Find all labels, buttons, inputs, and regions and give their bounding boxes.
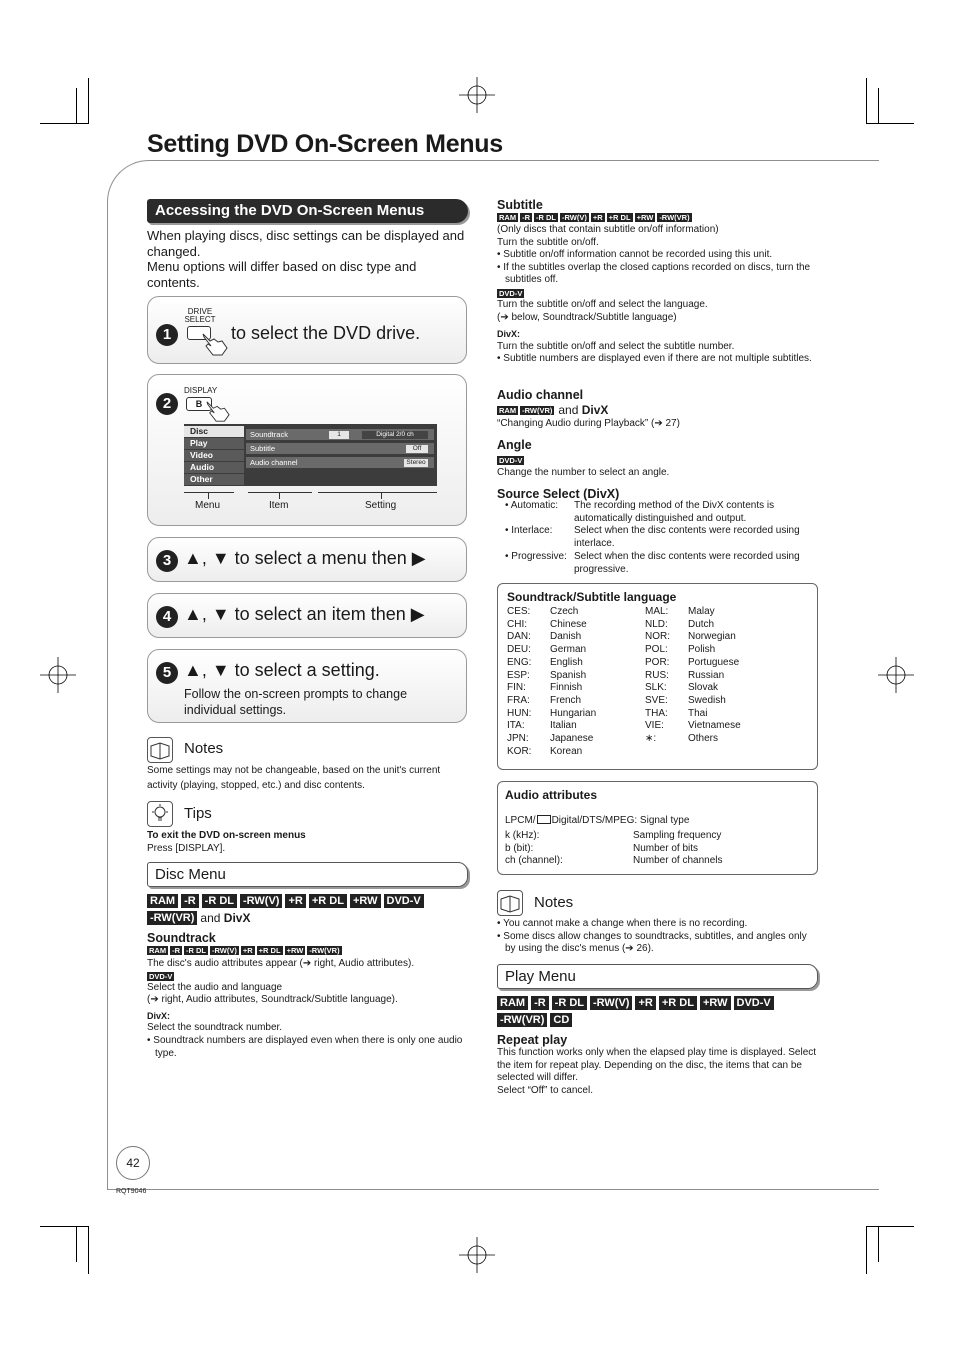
tag-r: -R [522, 213, 531, 222]
language-names-left [550, 606, 596, 758]
language-right-name: Dutch [688, 618, 715, 630]
tag-dvdv: DVD-V [384, 894, 424, 908]
tag-dvdv: DVD-V [149, 971, 173, 981]
step-number: 1 [156, 324, 178, 346]
tag-plus-rdl: +R DL [258, 946, 281, 955]
language-codes-left [507, 606, 531, 758]
tag-ram: RAM [497, 996, 528, 1010]
language-left-code: ENG: [507, 656, 532, 668]
notes-heading: Notes [184, 740, 224, 757]
language-right-name: Swedish [688, 694, 726, 706]
source-label-progressive: • Progressive: [505, 551, 567, 562]
osd-soundtrack-audio: Digital 2/0 ch [362, 431, 428, 439]
step-1-text: to select the DVD drive. [231, 323, 421, 343]
step-1 [147, 296, 467, 364]
tips-heading: Tips [184, 805, 212, 822]
tag-rwv: -RW(V) [240, 894, 282, 908]
language-right-code: POR: [645, 656, 670, 668]
pressing-hand-icon [203, 399, 233, 423]
attr-value-khz: Sampling frequency [633, 830, 722, 841]
notes-right-bullet-1: • You cannot make a change when there is no recording. [497, 918, 748, 929]
tag-plus-rw: +RW [286, 946, 304, 955]
notes-right-body [497, 918, 817, 956]
step-4-text: ▲, ▼ to select an item then ▶ [184, 604, 425, 624]
tag-plus-r: +R [592, 213, 603, 222]
registration-mark-icon [878, 657, 914, 693]
audio-attributes-title: Audio attributes [505, 788, 597, 802]
disc-menu-heading: Disc Menu [147, 862, 468, 887]
tag-plus-rdl: +R DL [309, 894, 347, 908]
language-title: Soundtrack/Subtitle language [507, 590, 677, 604]
repeat-play-text-1: This function works only when the elapsed play time is displayed. Select the item for repeat play. Depending on the disc, the items that can be selected will differ. [497, 1047, 817, 1084]
subtitle-divx-label: DivX: [497, 329, 521, 340]
osd-menu-audio[interactable]: Audio [184, 462, 244, 473]
intro-line-1: When playing discs, disc settings can be displayed and changed. [147, 228, 465, 259]
language-left-name: French [550, 694, 582, 706]
soundtrack-text-4: Select the soundtrack number. [147, 1022, 283, 1034]
language-right-code: POL: [645, 644, 668, 656]
language-left-code: HUN: [507, 707, 532, 719]
source-text-interlace: Select when the disc contents were recorded using interlace. [574, 525, 800, 549]
registration-mark-icon [40, 657, 76, 693]
language-left-code: KOR: [507, 745, 532, 757]
subtitle-body [497, 224, 815, 366]
angle-tags [497, 456, 524, 465]
repeat-play-body [497, 1047, 817, 1097]
language-left-code: DAN: [507, 631, 531, 643]
tag-rwv: -RW(V) [562, 213, 587, 222]
step-5-text: ▲, ▼ to select a setting. [184, 660, 380, 680]
language-left-name: Czech [550, 606, 579, 617]
language-left-code: FRA: [507, 694, 530, 706]
osd-bracket [184, 492, 234, 493]
language-codes-right [645, 606, 670, 746]
soundtrack-text-2: Select the audio and language [147, 981, 283, 993]
language-left-code: ESP: [507, 669, 530, 681]
language-left-name: Korean [550, 745, 583, 757]
osd-item-soundtrack: Soundtrack [250, 430, 288, 439]
tag-rwvr: -RW(VR) [659, 213, 690, 222]
crop-mark [40, 123, 88, 124]
osd-menu-video[interactable]: Video [184, 450, 244, 461]
step-number: 4 [156, 606, 178, 628]
osd-menu-disc[interactable]: Disc [184, 426, 244, 437]
display-button[interactable]: B [186, 397, 212, 411]
crop-mark [88, 1226, 89, 1274]
source-label-interlace: • Interlace: [505, 525, 553, 536]
tag-r: -R [172, 946, 181, 955]
and-word: and [200, 911, 221, 925]
notes-right-bullet-2: • Some discs allow changes to soundtracks, subtitles, and angles only by using the disc's menus (➔ 26). [497, 930, 807, 955]
angle-text: Change the number to select an angle. [497, 467, 670, 478]
soundtrack-body [147, 958, 467, 1060]
crop-mark [40, 1226, 88, 1227]
osd-bracket [208, 492, 209, 499]
language-right-name: Portuguese [688, 656, 740, 668]
audio-channel-text: “Changing Audio during Playback” (➔ 27) [497, 418, 680, 429]
attr-label-ch: ch (channel): [505, 855, 563, 866]
language-right-code: RUS: [645, 669, 669, 681]
subtitle-text-4: (➔ below, Soundtrack/Subtitle language) [497, 311, 677, 323]
divx-word: DivX [223, 911, 251, 925]
language-left-code: JPN: [507, 733, 529, 745]
osd-bracket [248, 492, 312, 493]
subtitle-text-1: (Only discs that contain subtitle on/off information) [497, 224, 719, 235]
and-word: and [558, 403, 579, 417]
tag-dvdv: DVD-V [499, 288, 523, 298]
tag-plus-r: +R [635, 996, 655, 1010]
lpcm-suffix: Digital/DTS/MPEG: [551, 815, 638, 826]
soundtrack-dvdv-tags [147, 972, 467, 981]
notes-right-heading: Notes [534, 894, 574, 911]
language-right-code: THA: [645, 707, 668, 719]
tag-ram: RAM [149, 946, 167, 955]
crop-mark [866, 1226, 914, 1227]
language-right-code: NLD: [645, 618, 668, 630]
subtitle-tags [497, 213, 692, 222]
soundtrack-text-1: The disc's audio attributes appear (➔ right, Audio attributes). [147, 958, 415, 969]
subtitle-text-5: Turn the subtitle on/off and select the subtitle number. [497, 340, 735, 352]
divx-word: DivX [581, 403, 609, 417]
soundtrack-text-3: (➔ right, Audio attributes, Soundtrack/Subtitle language). [147, 994, 398, 1006]
osd-bracket [381, 492, 382, 499]
notes-icon [497, 890, 523, 916]
drive-label: DRIVE [187, 307, 213, 316]
model-code: RQT9046 [116, 1188, 147, 1195]
tag-plus-r: +R [242, 946, 253, 955]
tag-rwvr: -RW(VR) [309, 946, 340, 955]
tips-text: Press [DISPLAY]. [147, 843, 226, 854]
soundtrack-bullet-1: • Soundtrack numbers are displayed even when there is only one audio type. [147, 1034, 463, 1059]
source-label-automatic: • Automatic: [505, 500, 558, 511]
lpcm-value: Signal type [639, 815, 690, 826]
tag-plus-rw: +RW [350, 894, 381, 908]
language-right-name: Norwegian [688, 631, 736, 643]
language-left-code: FIN: [507, 682, 526, 694]
tag-ram: RAM [147, 894, 178, 908]
tag-plus-rdl: +R DL [608, 213, 631, 222]
language-right-name: Polish [688, 644, 716, 656]
language-right-code: VIE: [645, 720, 664, 732]
language-right-code: NOR: [645, 631, 670, 643]
lpcm-prefix: LPCM/ [505, 815, 536, 826]
step-3-text: ▲, ▼ to select a menu then ▶ [184, 548, 426, 568]
registration-mark-icon [459, 1237, 495, 1273]
tag-plus-rdl: +R DL [659, 996, 697, 1010]
subtitle-dvdv-tags [497, 289, 815, 298]
step-number: 2 [156, 393, 178, 415]
osd-item-subtitle: Subtitle [250, 444, 276, 453]
lpcm-row [505, 815, 689, 828]
select-label: SELECT [184, 315, 216, 324]
language-left-code: ITA: [507, 720, 525, 732]
language-left-name: German [550, 644, 587, 656]
crop-mark [76, 1226, 77, 1262]
intro-line-2: Menu options will differ based on disc type and contents. [147, 259, 417, 290]
audio-attributes-box [497, 781, 818, 875]
tag-rwv: -RW(V) [590, 996, 632, 1010]
tag-rdl: -R DL [552, 996, 587, 1010]
osd-audio-channel-value: Stereo [404, 459, 428, 467]
language-right-code: SVE: [645, 694, 668, 706]
repeat-play-text-2: Select “Off” to cancel. [497, 1084, 593, 1096]
tag-ram: RAM [499, 405, 517, 415]
subtitle-title: Subtitle [497, 198, 543, 212]
osd-bracket [318, 492, 437, 493]
language-right-name: Slovak [688, 682, 719, 694]
attr-label-bit: b (bit): [505, 843, 534, 854]
tag-plus-rw: +RW [700, 996, 731, 1010]
attr-value-ch: Number of channels [633, 855, 723, 866]
pressing-hand-icon [200, 331, 230, 357]
tag-rdl: -R DL [186, 946, 207, 955]
tag-r: -R [181, 894, 199, 908]
osd-label-setting: Setting [365, 500, 397, 511]
step-2 [147, 374, 467, 526]
crop-mark [866, 123, 914, 124]
language-right-code: SLK: [645, 682, 667, 694]
step-5 [147, 649, 467, 723]
osd-bracket [279, 492, 280, 499]
tag-plus-rw: +RW [636, 213, 654, 222]
tag-r: -R [531, 996, 549, 1010]
accessing-heading: Accessing the DVD On-Screen Menus [147, 199, 468, 223]
page-number: 42 [116, 1146, 150, 1180]
angle-title: Angle [497, 438, 532, 452]
drive-select-button-label [184, 308, 216, 324]
language-right-name: Russian [688, 669, 725, 681]
crop-mark [878, 1226, 879, 1262]
step-3 [147, 537, 467, 582]
crop-mark [878, 88, 879, 124]
language-left-name: Italian [550, 720, 577, 732]
disc-menu-disc-tags [147, 894, 467, 925]
language-right-name: Malay [688, 606, 715, 617]
subtitle-bullet-2: • If the subtitles overlap the closed captions recorded on discs, turn the subtitles off. [497, 261, 811, 286]
osd-label-menu: Menu [195, 500, 221, 511]
step-5-subtext: Follow the on-screen prompts to change individual settings. [184, 687, 408, 717]
notes-text: Some settings may not be changeable, based on the unit's current activity (playing, stopped, etc.) and disc contents. [147, 765, 441, 791]
tag-rwvr: -RW(VR) [147, 911, 197, 925]
tag-rdl: -R DL [202, 894, 237, 908]
step-number: 5 [156, 662, 178, 684]
language-left-code: CHI: [507, 618, 527, 630]
tips-bold: To exit the DVD on-screen menus [147, 830, 306, 841]
language-right-code: MAL: [645, 606, 669, 617]
language-right-name: Others [688, 733, 719, 745]
language-left-name: Hungarian [550, 707, 597, 719]
osd-subtitle-value: Off [406, 445, 428, 453]
tag-ram: RAM [499, 213, 517, 222]
registration-mark-icon [459, 77, 495, 113]
notes-icon [147, 737, 173, 763]
play-menu-heading: Play Menu [497, 964, 818, 989]
crop-mark [866, 1226, 867, 1274]
soundtrack-tags [147, 946, 342, 955]
subtitle-bullet-3: • Subtitle numbers are displayed even if there are not multiple subtitles. [497, 353, 812, 365]
tag-rwv: -RW(V) [212, 946, 237, 955]
page-title: Setting DVD On-Screen Menus [147, 130, 503, 158]
source-text-progressive: Select when the disc contents were recorded using progressive. [574, 551, 800, 575]
language-right-name: Thai [688, 707, 708, 719]
repeat-play-title: Repeat play [497, 1033, 568, 1047]
language-left-name: Chinese [550, 618, 587, 630]
subtitle-bullet-1: • Subtitle on/off information cannot be recorded using this unit. [497, 249, 773, 261]
osd-soundtrack-value: 1 [329, 431, 349, 439]
tag-and [200, 911, 250, 925]
dolby-icon [537, 815, 551, 824]
step-4 [147, 593, 467, 638]
tag-rwvr: -RW(VR) [522, 405, 553, 415]
subtitle-text-2: Turn the subtitle on/off. [497, 236, 599, 248]
tips-icon [147, 801, 173, 827]
crop-mark [866, 78, 867, 124]
accessing-intro [147, 228, 472, 290]
step-number: 3 [156, 550, 178, 572]
language-right-name: Vietnamese [688, 720, 741, 732]
soundtrack-title: Soundtrack [147, 931, 216, 945]
language-left-name: English [550, 656, 583, 668]
play-menu-tags [497, 996, 797, 1027]
subtitle-text-3: Turn the subtitle on/off and select the language. [497, 298, 708, 310]
crop-mark [76, 88, 77, 124]
language-left-name: Spanish [550, 669, 587, 681]
tag-rwvr: -RW(VR) [497, 1013, 547, 1027]
language-left-name: Japanese [550, 733, 594, 745]
language-left-code: CES: [507, 606, 531, 617]
language-left-code: DEU: [507, 644, 531, 656]
crop-mark [88, 78, 89, 124]
audio-channel-tags [497, 403, 608, 417]
attr-label-khz: k (kHz): [505, 830, 540, 841]
language-box [497, 583, 818, 770]
language-names-right [688, 606, 741, 746]
osd-label-item: Item [269, 500, 289, 511]
tag-dvdv: DVD-V [499, 456, 523, 465]
tag-and [558, 403, 608, 417]
tag-cd: CD [550, 1013, 572, 1027]
on-screen-menu [184, 424, 437, 486]
soundtrack-divx-label: DivX: [147, 1010, 171, 1021]
display-button-label: DISPLAY [184, 386, 218, 395]
source-select-title: Source Select (DivX) [497, 487, 620, 501]
audio-channel-title: Audio channel [497, 388, 584, 402]
tag-dvdv: DVD-V [734, 996, 774, 1010]
osd-item-audio-channel: Audio channel [250, 458, 298, 467]
language-left-name: Finnish [550, 682, 583, 694]
tag-plus-r: +R [285, 894, 305, 908]
language-right-code: ∗: [645, 733, 657, 745]
attr-value-bit: Number of bits [633, 843, 699, 854]
osd-menu-other[interactable]: Other [184, 474, 244, 485]
osd-menu-play[interactable]: Play [184, 438, 244, 449]
source-text-automatic: The recording method of the DivX contents is automatically distinguished and output. [574, 500, 775, 524]
language-left-name: Danish [550, 631, 582, 643]
tag-rdl: -R DL [536, 213, 557, 222]
